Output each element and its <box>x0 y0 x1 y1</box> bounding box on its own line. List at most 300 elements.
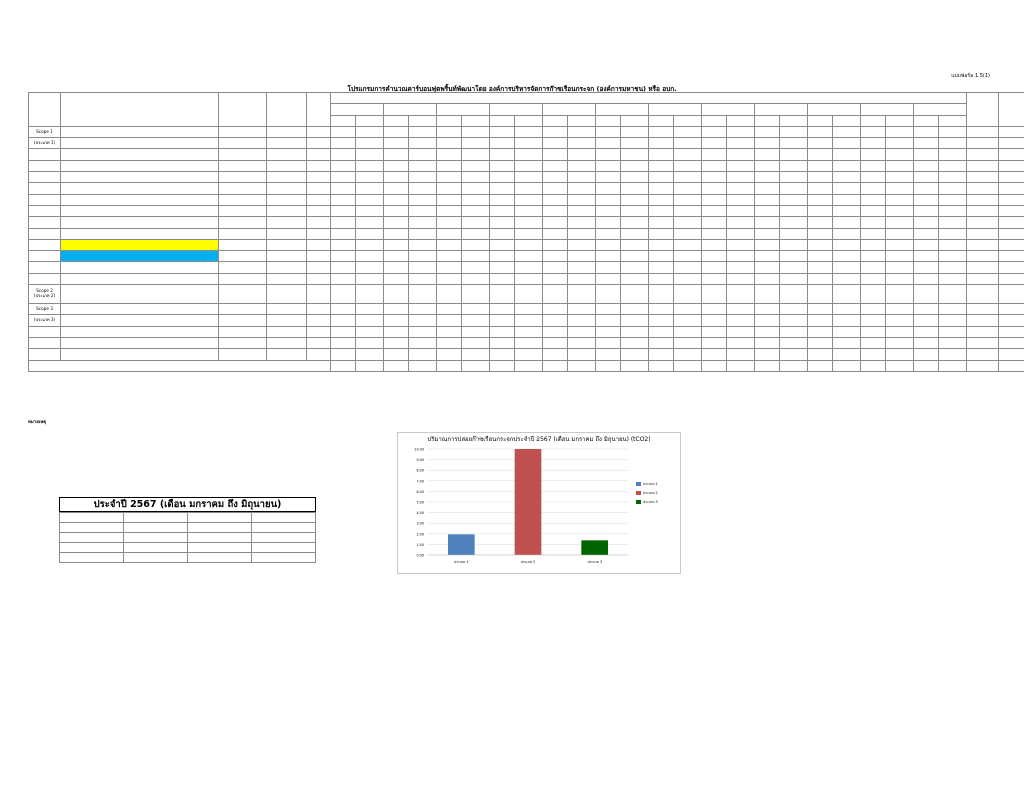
cf-cell <box>727 326 755 337</box>
cf-cell <box>462 138 490 149</box>
cf-cell <box>674 251 702 262</box>
total-unit-cell <box>999 138 1024 149</box>
item-cell <box>61 239 219 250</box>
qty-cell <box>331 126 356 137</box>
qty-cell <box>384 217 409 228</box>
qty-cell <box>861 285 886 304</box>
qty-cell <box>543 337 568 348</box>
cf-cell <box>515 149 543 160</box>
qty-cell <box>808 262 833 273</box>
cf-cell <box>515 315 543 326</box>
activity-unit-cell <box>307 126 331 137</box>
qty-cell <box>702 349 727 360</box>
cf-cell <box>515 337 543 348</box>
qty-cell <box>437 349 462 360</box>
cf-cell <box>621 239 649 250</box>
summary-row <box>60 523 316 533</box>
cf-cell <box>568 251 596 262</box>
qty-cell <box>861 262 886 273</box>
cf-cell <box>833 304 861 315</box>
item-cell <box>61 315 219 326</box>
qty-cell <box>490 149 515 160</box>
unit-cell <box>267 194 307 205</box>
cf-cell <box>568 228 596 239</box>
qty-cell <box>490 349 515 360</box>
y-tick-label: 10.00 <box>414 447 424 452</box>
qty-cell <box>649 217 674 228</box>
emissions-chart <box>397 432 681 574</box>
cf-cell <box>886 304 914 315</box>
cf-cell <box>568 315 596 326</box>
cf-cell <box>939 138 967 149</box>
header-scope <box>29 93 61 127</box>
cf-cell <box>727 217 755 228</box>
unit-cell <box>267 217 307 228</box>
scope-cell <box>29 273 61 284</box>
activity-unit-cell <box>307 138 331 149</box>
qty-cell <box>596 262 621 273</box>
qty-cell <box>702 126 727 137</box>
unit-cell <box>267 337 307 348</box>
unit-cell <box>267 285 307 304</box>
qty-cell <box>755 262 780 273</box>
cf-cell <box>886 160 914 171</box>
scope-cell <box>29 149 61 160</box>
header-cf <box>356 115 384 126</box>
total-label <box>29 360 331 371</box>
table-row <box>29 194 1024 205</box>
cf-cell <box>462 326 490 337</box>
item-cell <box>61 172 219 183</box>
qty-cell <box>331 315 356 326</box>
cf-cell <box>568 205 596 216</box>
cf-cell <box>833 160 861 171</box>
qty-cell <box>437 285 462 304</box>
header-total <box>967 93 999 127</box>
qty-cell <box>861 251 886 262</box>
ef-cell <box>219 315 267 326</box>
cf-cell <box>621 126 649 137</box>
cf-cell <box>727 183 755 194</box>
ef-cell <box>219 138 267 149</box>
cf-cell <box>727 304 755 315</box>
header-cf <box>515 115 543 126</box>
total-cell <box>967 349 999 360</box>
qty-cell <box>861 194 886 205</box>
scope-cell <box>29 183 61 194</box>
qty-cell <box>808 149 833 160</box>
total-unit-cell <box>999 262 1024 273</box>
qty-cell <box>649 149 674 160</box>
summary-cell <box>252 523 316 533</box>
ef-cell <box>219 228 267 239</box>
qty-cell <box>437 337 462 348</box>
cf-cell <box>727 262 755 273</box>
cf-cell <box>409 172 437 183</box>
cf-cell <box>462 304 490 315</box>
chart-bar <box>581 540 608 555</box>
total-cf-cell <box>356 360 384 371</box>
qty-cell <box>384 285 409 304</box>
item-cell <box>61 304 219 315</box>
summary-cell <box>60 553 124 563</box>
activity-unit-cell <box>307 285 331 304</box>
table-row <box>29 262 1024 273</box>
chart-title: ปริมาณการปล่อยก๊าซเรือนกระจกประจำปี 2567 (เดือน มกราคม ถึง มิถุนายน) (tCO2) <box>427 436 651 443</box>
qty-cell <box>490 273 515 284</box>
unit-cell <box>267 183 307 194</box>
activity-unit-cell <box>307 304 331 315</box>
scope-cell <box>29 349 61 360</box>
qty-cell <box>384 138 409 149</box>
activity-unit-cell <box>307 262 331 273</box>
qty-cell <box>649 326 674 337</box>
cf-cell <box>780 160 808 171</box>
y-tick-label: 6.00 <box>416 489 424 494</box>
activity-unit-cell <box>307 183 331 194</box>
legend-swatch <box>636 491 641 495</box>
total-unit-cell <box>999 160 1024 171</box>
cf-cell <box>939 228 967 239</box>
item-cell <box>61 262 219 273</box>
header-month <box>490 104 543 115</box>
qty-cell <box>861 217 886 228</box>
qty-cell <box>384 326 409 337</box>
unit-cell <box>267 205 307 216</box>
cf-cell <box>674 172 702 183</box>
item-cell <box>61 273 219 284</box>
header-qty <box>490 115 515 126</box>
cf-cell <box>780 304 808 315</box>
cf-cell <box>356 349 384 360</box>
header-cf <box>409 115 437 126</box>
qty-cell <box>861 315 886 326</box>
cf-cell <box>356 205 384 216</box>
cf-cell <box>780 183 808 194</box>
summary-cell <box>188 543 252 553</box>
scope-cell <box>29 262 61 273</box>
cf-cell <box>939 149 967 160</box>
summary-row <box>60 533 316 543</box>
notes-label: หมายเหตุ <box>28 420 47 425</box>
header-item <box>61 93 219 127</box>
summary-header-cell <box>124 513 188 523</box>
legend-label: ประเภท 1 <box>643 482 658 486</box>
cf-cell <box>674 149 702 160</box>
qty-cell <box>437 326 462 337</box>
qty-cell <box>490 183 515 194</box>
table-row <box>29 326 1024 337</box>
ef-cell <box>219 160 267 171</box>
cf-cell <box>621 183 649 194</box>
total-cf-cell <box>886 360 914 371</box>
cf-cell <box>621 326 649 337</box>
cf-cell <box>727 251 755 262</box>
cf-cell <box>780 315 808 326</box>
qty-cell <box>808 349 833 360</box>
qty-cell <box>490 285 515 304</box>
summary-cell <box>60 543 124 553</box>
y-tick-label: 3.00 <box>416 521 424 526</box>
qty-cell <box>755 228 780 239</box>
cf-cell <box>409 138 437 149</box>
summary-cell <box>252 543 316 553</box>
cf-cell <box>939 304 967 315</box>
header-activity-unit <box>307 93 331 127</box>
qty-cell <box>596 337 621 348</box>
total-cell <box>967 337 999 348</box>
cf-cell <box>727 172 755 183</box>
cf-cell <box>886 349 914 360</box>
cf-cell <box>621 349 649 360</box>
scope-cell <box>29 326 61 337</box>
item-cell <box>61 183 219 194</box>
qty-cell <box>490 304 515 315</box>
total-unit-cell <box>999 172 1024 183</box>
qty-cell <box>490 315 515 326</box>
scope-cell <box>29 239 61 250</box>
header-month <box>596 104 649 115</box>
qty-cell <box>702 239 727 250</box>
cf-cell <box>727 239 755 250</box>
qty-cell <box>755 337 780 348</box>
qty-cell <box>543 138 568 149</box>
qty-cell <box>914 228 939 239</box>
cf-cell <box>939 160 967 171</box>
total-qty-cell <box>702 360 727 371</box>
cf-cell <box>409 149 437 160</box>
cf-cell <box>515 183 543 194</box>
header-cf <box>462 115 490 126</box>
cf-cell <box>515 228 543 239</box>
qty-cell <box>331 349 356 360</box>
cf-cell <box>833 239 861 250</box>
activity-unit-cell <box>307 273 331 284</box>
qty-cell <box>649 285 674 304</box>
scope-cell <box>29 251 61 262</box>
cf-cell <box>780 205 808 216</box>
ef-cell <box>219 205 267 216</box>
cf-cell <box>886 194 914 205</box>
qty-cell <box>384 262 409 273</box>
table-row <box>29 149 1024 160</box>
header-month <box>384 104 437 115</box>
qty-cell <box>914 149 939 160</box>
qty-cell <box>384 228 409 239</box>
qty-cell <box>649 304 674 315</box>
qty-cell <box>437 183 462 194</box>
qty-cell <box>384 205 409 216</box>
qty-cell <box>649 315 674 326</box>
activity-unit-cell <box>307 337 331 348</box>
qty-cell <box>543 262 568 273</box>
qty-cell <box>543 273 568 284</box>
y-tick-label: 8.00 <box>416 468 424 473</box>
cf-cell <box>515 138 543 149</box>
qty-cell <box>596 228 621 239</box>
cf-cell <box>515 126 543 137</box>
total-cell <box>967 205 999 216</box>
cf-cell <box>674 315 702 326</box>
qty-cell <box>437 273 462 284</box>
activity-unit-cell <box>307 239 331 250</box>
cf-cell <box>568 273 596 284</box>
cf-cell <box>356 228 384 239</box>
summary-row <box>60 543 316 553</box>
cf-cell <box>886 149 914 160</box>
cf-cell <box>515 251 543 262</box>
cf-cell <box>886 315 914 326</box>
scope-cell <box>29 205 61 216</box>
qty-cell <box>702 160 727 171</box>
qty-cell <box>755 172 780 183</box>
qty-cell <box>808 217 833 228</box>
unit-cell <box>267 262 307 273</box>
qty-cell <box>384 304 409 315</box>
cf-cell <box>674 183 702 194</box>
total-cell <box>967 183 999 194</box>
form-number: แบบฟอร์ม 1.5(1) <box>951 73 990 79</box>
qty-cell <box>649 273 674 284</box>
qty-cell <box>861 239 886 250</box>
qty-cell <box>755 194 780 205</box>
activity-unit-cell <box>307 228 331 239</box>
qty-cell <box>861 149 886 160</box>
cf-cell <box>621 304 649 315</box>
qty-cell <box>702 285 727 304</box>
qty-cell <box>331 273 356 284</box>
cf-cell <box>568 172 596 183</box>
cf-cell <box>621 160 649 171</box>
cf-cell <box>674 326 702 337</box>
summary-cell <box>124 533 188 543</box>
chart-bar <box>448 534 475 555</box>
total-unit-cell <box>999 205 1024 216</box>
qty-cell <box>490 126 515 137</box>
header-qty <box>755 115 780 126</box>
cf-cell <box>409 251 437 262</box>
cf-cell <box>409 194 437 205</box>
qty-cell <box>649 337 674 348</box>
qty-cell <box>596 160 621 171</box>
cf-cell <box>462 239 490 250</box>
cf-cell <box>833 172 861 183</box>
qty-cell <box>490 160 515 171</box>
qty-cell <box>437 149 462 160</box>
scope-cell <box>29 217 61 228</box>
cf-cell <box>939 126 967 137</box>
cf-cell <box>462 349 490 360</box>
qty-cell <box>914 337 939 348</box>
header-cf <box>621 115 649 126</box>
total-cf-cell <box>568 360 596 371</box>
cf-cell <box>886 239 914 250</box>
cf-cell <box>780 126 808 137</box>
cf-cell <box>515 273 543 284</box>
cf-cell <box>462 194 490 205</box>
cf-cell <box>833 337 861 348</box>
unit-cell <box>267 251 307 262</box>
ef-cell <box>219 304 267 315</box>
table-row <box>29 172 1024 183</box>
cf-cell <box>409 205 437 216</box>
scope-cell: Scope 3 <box>29 304 61 315</box>
item-cell <box>61 285 219 304</box>
cf-cell <box>462 285 490 304</box>
cf-cell <box>727 126 755 137</box>
cf-cell <box>780 273 808 284</box>
cf-cell <box>621 205 649 216</box>
item-cell <box>61 228 219 239</box>
qty-cell <box>490 217 515 228</box>
summary-cell <box>252 553 316 563</box>
cf-cell <box>462 160 490 171</box>
ef-cell <box>219 273 267 284</box>
qty-cell <box>649 126 674 137</box>
qty-cell <box>384 251 409 262</box>
unit-cell <box>267 304 307 315</box>
qty-cell <box>702 217 727 228</box>
qty-cell <box>490 138 515 149</box>
cf-cell <box>515 217 543 228</box>
summary-cell <box>252 533 316 543</box>
unit-cell <box>267 273 307 284</box>
qty-cell <box>702 149 727 160</box>
table-row <box>29 138 1024 149</box>
ef-cell <box>219 285 267 304</box>
x-tick-label: ประเภท 2 <box>520 560 536 564</box>
qty-cell <box>596 349 621 360</box>
scope-cell: Scope 1 <box>29 126 61 137</box>
ef-cell <box>219 194 267 205</box>
cf-cell <box>621 285 649 304</box>
cf-cell <box>939 349 967 360</box>
total-qty-cell <box>808 360 833 371</box>
cf-cell <box>409 285 437 304</box>
cf-cell <box>568 138 596 149</box>
qty-cell <box>702 315 727 326</box>
cf-cell <box>356 126 384 137</box>
unit-cell <box>267 172 307 183</box>
legend-swatch <box>636 482 641 486</box>
cf-cell <box>886 138 914 149</box>
cf-cell <box>833 217 861 228</box>
cf-cell <box>409 217 437 228</box>
cf-cell <box>462 205 490 216</box>
header-cf <box>568 115 596 126</box>
cf-cell <box>833 183 861 194</box>
cf-cell <box>833 251 861 262</box>
total-unit-cell <box>999 337 1024 348</box>
qty-cell <box>596 149 621 160</box>
cf-cell <box>674 205 702 216</box>
total-qty-cell <box>490 360 515 371</box>
header-qty <box>861 115 886 126</box>
unit-cell <box>267 228 307 239</box>
qty-cell <box>596 138 621 149</box>
qty-cell <box>543 205 568 216</box>
header-month <box>702 104 755 115</box>
cf-cell <box>356 239 384 250</box>
cf-cell <box>462 337 490 348</box>
cf-cell <box>621 172 649 183</box>
cf-cell <box>780 262 808 273</box>
qty-cell <box>755 126 780 137</box>
qty-cell <box>543 126 568 137</box>
cf-cell <box>356 183 384 194</box>
qty-cell <box>331 228 356 239</box>
activity-unit-cell <box>307 205 331 216</box>
